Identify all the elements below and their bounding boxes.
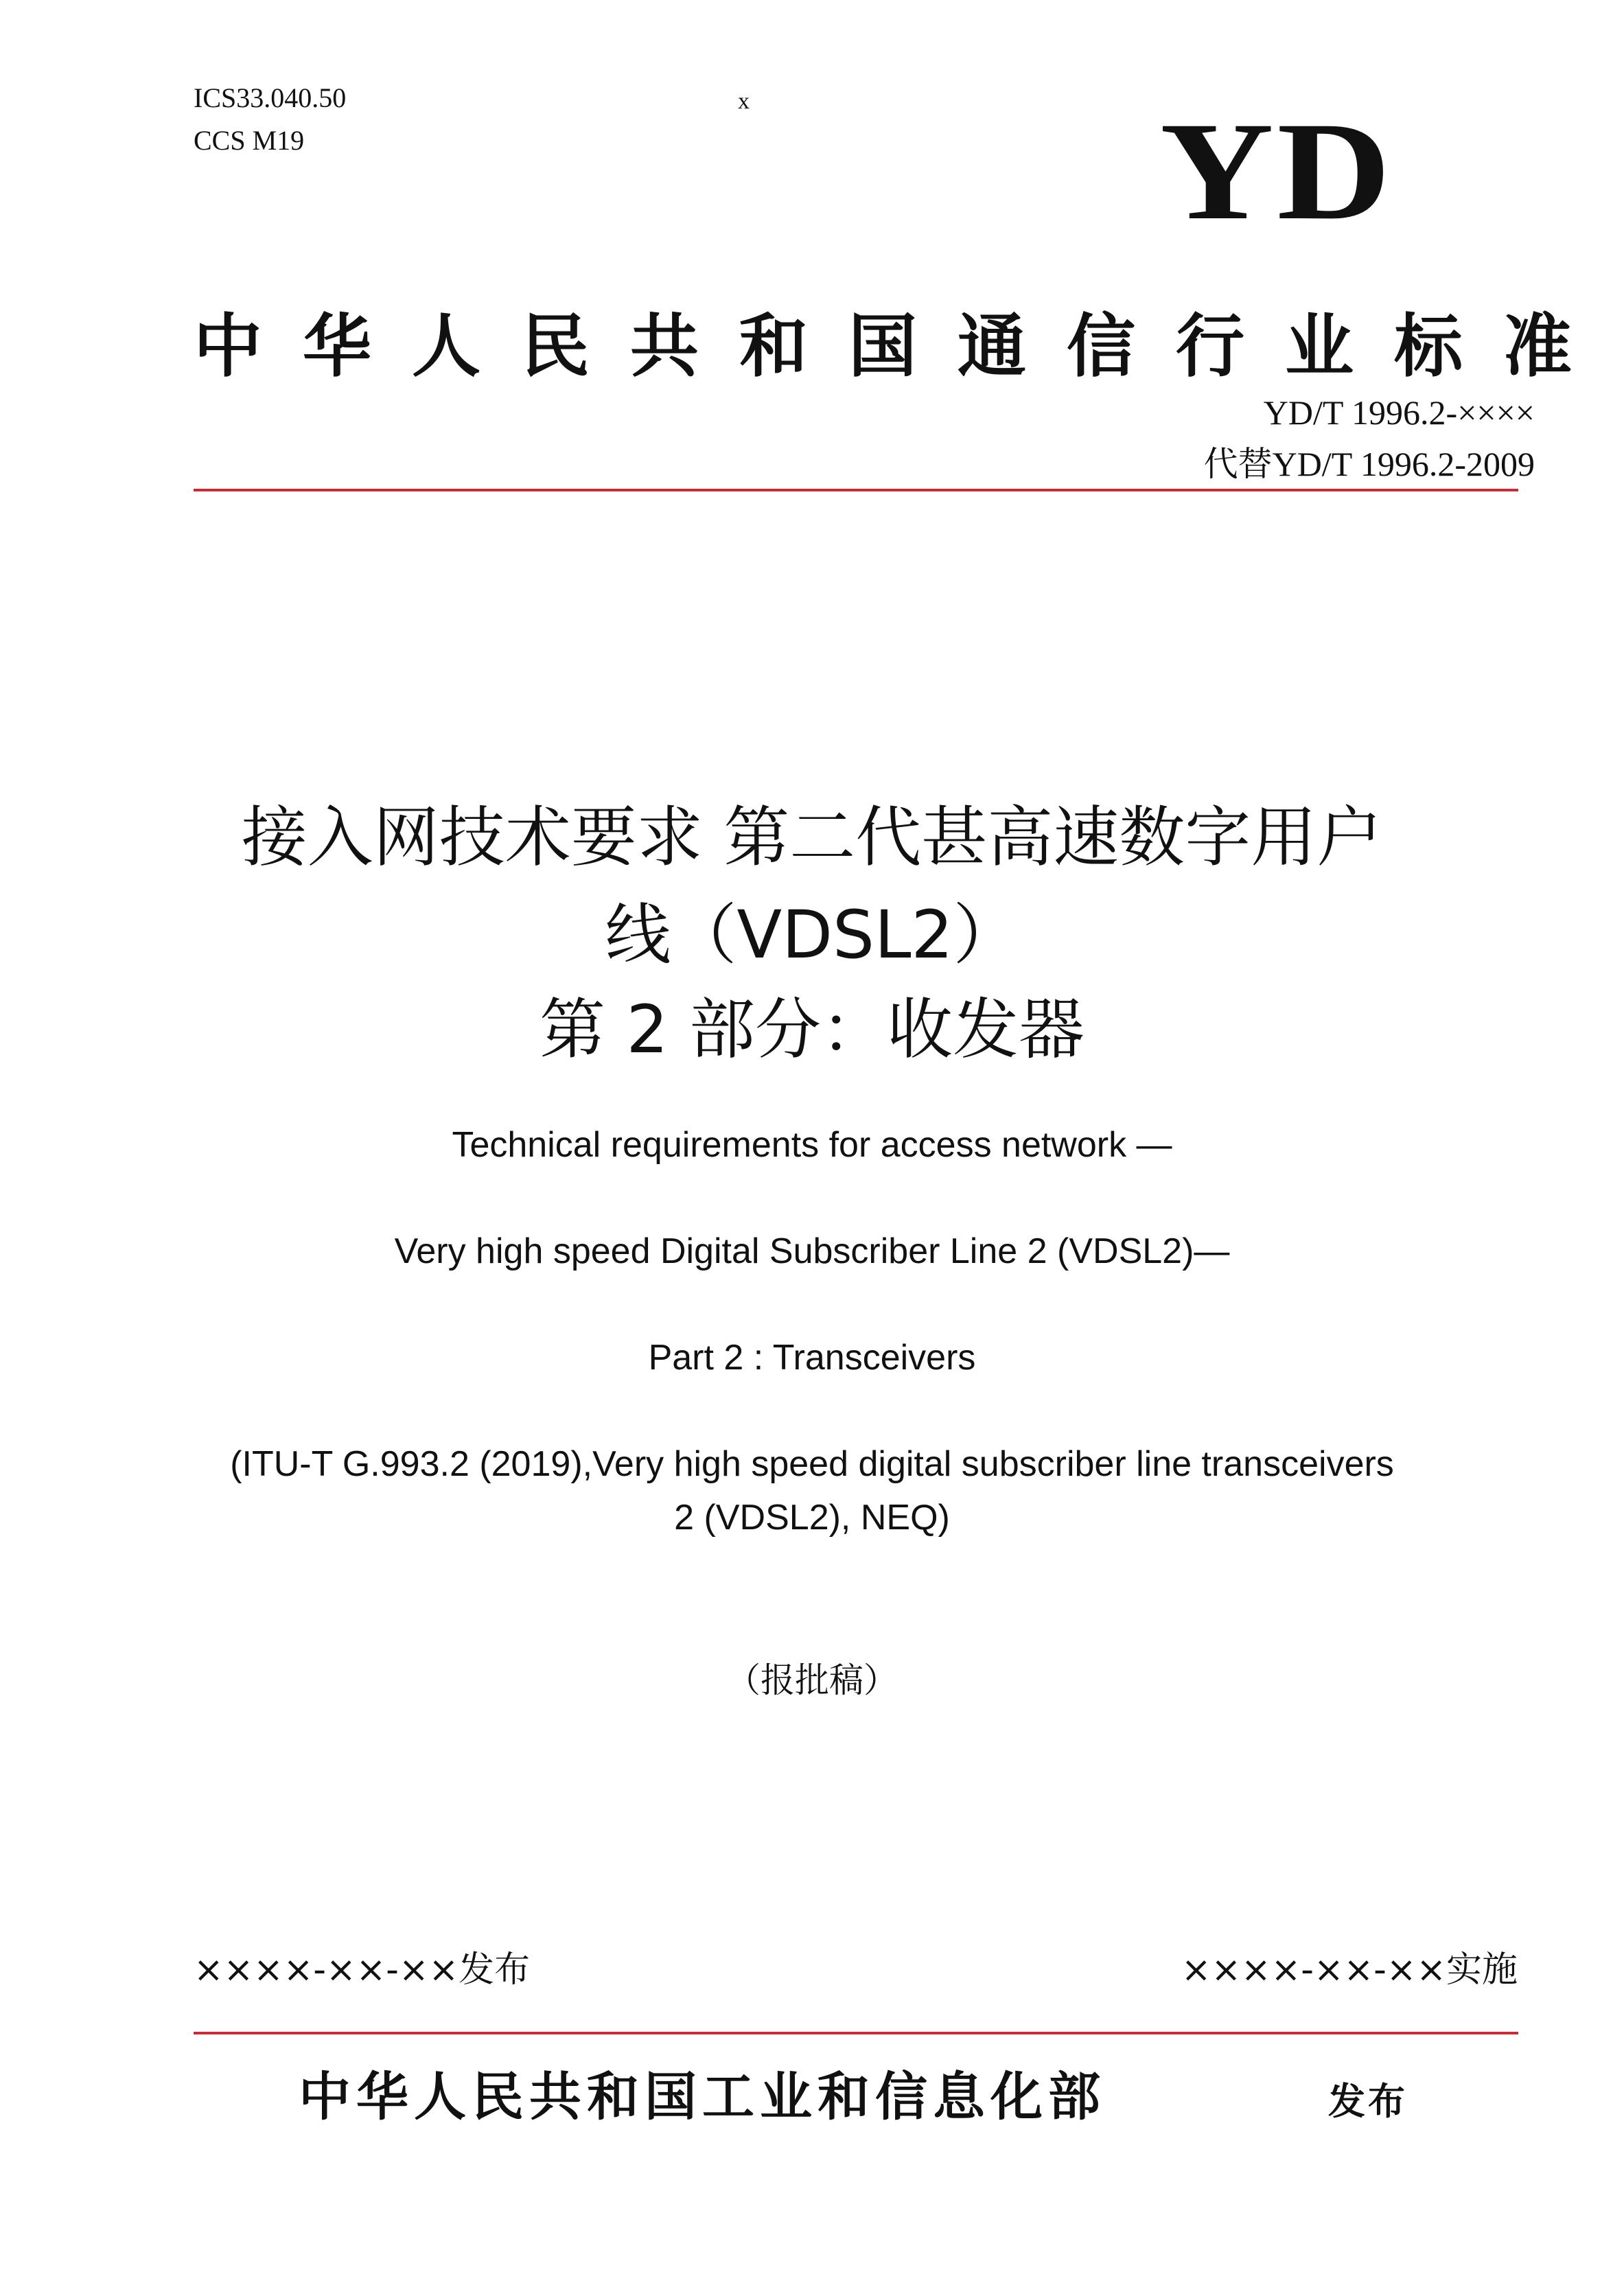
- english-title-line-4: (ITU-T G.993.2 (2019),Very high speed digital subscriber line transceivers: [230, 1444, 1394, 1484]
- bottom-divider: [194, 2032, 1518, 2034]
- ics-code: ICS33.040.50: [194, 82, 347, 113]
- ccs-code: CCS M19: [194, 125, 305, 156]
- chinese-title-line-2: 线（VDSL2）: [605, 896, 1019, 973]
- english-title-line-3: Part 2 : Transceivers: [648, 1338, 976, 1378]
- stray-mark: x: [738, 89, 750, 114]
- standard-number: YD/T 1996.2-××××: [1263, 393, 1535, 432]
- yd-logo: YD: [1160, 93, 1394, 249]
- english-title-line-5: 2 (VDSL2), NEQ): [674, 1498, 950, 1538]
- top-divider: [194, 489, 1518, 491]
- publisher-suffix: 发布: [1328, 2080, 1408, 2123]
- standard-category-title: 中华人民共和国通信行业标准: [194, 306, 1612, 386]
- draft-status: （报批稿）: [726, 1660, 898, 1700]
- english-title-line-2: Very high speed Digital Subscriber Line 2 (VDSL2)—: [394, 1231, 1230, 1271]
- chinese-title-line-3: 第 2 部分：收发器: [539, 991, 1085, 1068]
- implementation-date: ××××-××-××实施: [1181, 1949, 1518, 1991]
- english-title-line-1: Technical requirements for access network —: [452, 1125, 1172, 1165]
- issue-date: ××××-××-××发布: [194, 1949, 531, 1991]
- publisher-name: 中华人民共和国工业和信息化部: [299, 2066, 1106, 2127]
- replaces-standard: 代替YD/T 1996.2-2009: [1203, 445, 1535, 483]
- chinese-title-line-1: 接入网技术要求 第二代甚高速数字用户: [241, 799, 1383, 876]
